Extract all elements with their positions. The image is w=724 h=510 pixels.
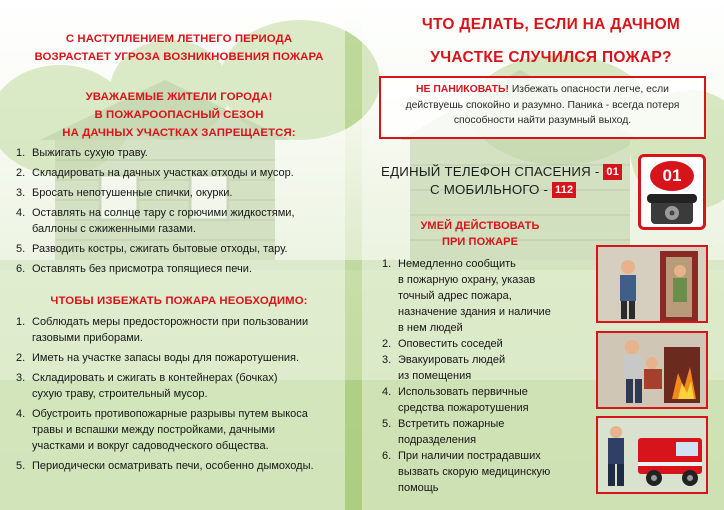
forbidden-heading-line-3: НА ДАЧНЫХ УЧАСТКАХ ЗАПРЕЩАЕТСЯ: bbox=[62, 127, 296, 139]
forbidden-heading bbox=[14, 88, 344, 142]
summer-heading-line-2: ВОЗРАСТАЕТ УГРОЗА ВОЗНИКНОВЕНИЯ ПОЖАРА bbox=[34, 51, 324, 63]
summer-heading-line-1: С НАСТУПЛЕНИЕМ ЛЕТНЕГО ПЕРИОДА bbox=[65, 33, 293, 45]
alert-neighbors-illustration bbox=[596, 245, 708, 323]
forbidden-heading-line-1: УВАЖАЕМЫЕ ЖИТЕЛИ ГОРОДА! bbox=[85, 91, 273, 103]
required-item-2: 2. Иметь на участке запасы воды для пожаротушения. bbox=[16, 352, 300, 364]
phone-handset-icon bbox=[641, 190, 703, 230]
fire-truck-illustration bbox=[596, 416, 708, 494]
mobile-phone-line: С МОБИЛЬНОГО - 112 bbox=[430, 181, 576, 199]
forbidden-item-3: 3. Бросать непотушенные спички, окурки. bbox=[16, 187, 233, 199]
action-item-1: 1. Немедленно сообщить в пожарную охрану, указав точный адрес пожара, назначение здания и наличие в нем людей bbox=[382, 258, 551, 334]
evacuation-scene-icon bbox=[598, 333, 706, 407]
forbidden-item-1: 1. Выжигать сухую траву. bbox=[16, 147, 148, 159]
phone-tile-number: 01 bbox=[650, 161, 694, 191]
required-item-5: 5. Периодически осматривать печи, особенно дымоходы. bbox=[16, 460, 314, 472]
forbidden-item-6: 6. Оставлять без присмотра топящиеся печи. bbox=[16, 263, 252, 275]
fire-title-line-1: ЧТО ДЕЛАТЬ, ЕСЛИ НА ДАЧНОМ bbox=[421, 16, 681, 33]
required-item-3: 3. Складировать и сжигать в контейнерах (бочках) сухую траву, строительный мусор. bbox=[16, 372, 278, 400]
act-heading-line-1: УМЕЙ ДЕЙСТВОВАТЬ bbox=[420, 220, 540, 232]
no-panic-box bbox=[379, 76, 706, 139]
no-panic-text: Избежать опасности легче, если действуешь спокойно и разумно. Паника - всегда потеря способности найти разумный выход. bbox=[405, 84, 680, 126]
mobile-phone-badge: 112 bbox=[552, 182, 576, 198]
required-list bbox=[14, 314, 344, 474]
forbidden-item-2: 2. Складировать на дачных участках отходы и мусор. bbox=[16, 167, 294, 179]
action-item-6: 6. При наличии пострадавших вызвать скорую медицинскую помощь bbox=[382, 450, 551, 494]
forbidden-list bbox=[14, 145, 344, 277]
rescue-phone-badge: 01 bbox=[603, 164, 622, 180]
fire-truck-icon bbox=[598, 418, 706, 492]
action-item-4: 4. Использовать первичные средства пожаротушения bbox=[382, 386, 529, 414]
neighbors-scene-icon bbox=[598, 247, 706, 321]
action-item-2: 2. Оповестить соседей bbox=[382, 338, 503, 350]
evacuation-illustration bbox=[596, 331, 708, 409]
action-item-5: 5. Встретить пожарные подразделения bbox=[382, 418, 505, 446]
rescue-phone-line: ЕДИНЫЙ ТЕЛЕФОН СПАСЕНИЯ - 01 bbox=[381, 163, 622, 181]
action-item-3: 3. Эвакуировать людей из помещения bbox=[382, 354, 506, 382]
actions-list bbox=[380, 256, 595, 496]
fire-title-line-2: УЧАСТКЕ СЛУЧИЛСЯ ПОЖАР? bbox=[430, 49, 672, 66]
act-heading bbox=[380, 218, 580, 250]
act-heading-line-2: ПРИ ПОЖАРЕ bbox=[441, 236, 519, 248]
forbidden-heading-line-2: В ПОЖАРООПАСНЫЙ СЕЗОН bbox=[94, 109, 264, 121]
fire-title bbox=[378, 12, 724, 70]
telephone-icon bbox=[638, 154, 706, 230]
summer-heading bbox=[14, 30, 344, 66]
required-item-1: 1. Соблюдать меры предосторожности при пользовании газовыми приборами. bbox=[16, 316, 309, 344]
required-item-4: 4. Обустроить противопожарные разрывы путем выкоса травы и вспашки между постройками, дачными участками и вокруг садоводческого общества. bbox=[16, 408, 308, 452]
forbidden-item-5: 5. Разводить костры, сжигать бытовые отходы, тару. bbox=[16, 243, 288, 255]
required-heading: ЧТОБЫ ИЗБЕЖАТЬ ПОЖАРА НЕОБХОДИМО: bbox=[50, 295, 308, 307]
forbidden-item-4: 4. Оставлять на солнце тару с горючими жидкостями, баллоны с сжиженными газами. bbox=[16, 207, 295, 235]
no-panic-label: НЕ ПАНИКОВАТЬ! bbox=[416, 84, 509, 95]
